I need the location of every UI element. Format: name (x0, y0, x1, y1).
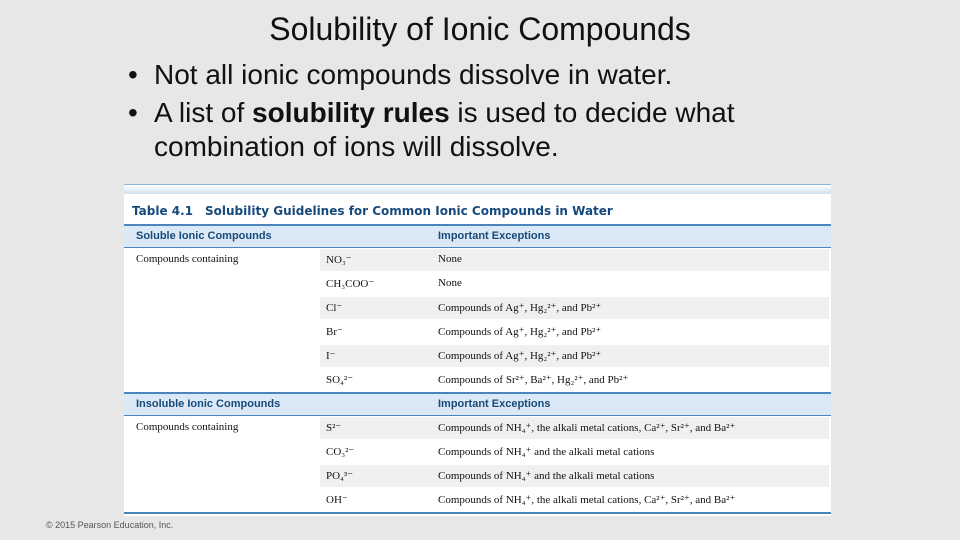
table-bottom-rule (124, 512, 831, 514)
slide-title: Solubility of Ionic Compounds (269, 11, 691, 47)
table-row (124, 488, 831, 512)
row-shading (320, 273, 829, 295)
table-row (124, 248, 831, 272)
ion-cell: S²⁻ (326, 422, 342, 434)
bullet-list (128, 58, 848, 164)
table-row (124, 296, 831, 320)
bullet-text-end: is used to decide what combination of ions will dissolve. (154, 97, 735, 162)
table-title: Solubility Guidelines for Common Ionic Compounds in Water (205, 204, 613, 218)
exception-cell: Compounds of NH₄⁺, the alkali metal cations, Ca²⁺, Sr²⁺, and Ba²⁺ (438, 422, 736, 434)
bullet-text-start: A list of (154, 97, 253, 128)
bullet-item (128, 96, 848, 164)
table-row (124, 272, 831, 296)
bullet-bold-term: solubility rules (252, 97, 450, 128)
table-row (124, 344, 831, 368)
exception-cell: Compounds of Sr²⁺, Ba²⁺, Hg₂²⁺, and Pb²⁺ (438, 374, 629, 386)
ion-cell: I⁻ (326, 350, 336, 362)
table-title-bar (124, 184, 831, 194)
ion-cell: PO₄³⁻ (326, 470, 354, 482)
exception-cell: Compounds of NH₄⁺ and the alkali metal cations (438, 470, 655, 482)
table-row (124, 368, 831, 392)
ion-cell: Cl⁻ (326, 302, 343, 314)
exception-cell: Compounds of Ag⁺, Hg₂²⁺, and Pb²⁺ (438, 350, 602, 362)
row-category: Compounds containing (136, 421, 239, 433)
table-row (124, 440, 831, 464)
exception-cell: Compounds of NH₄⁺ and the alkali metal cations (438, 446, 655, 458)
ion-cell: Br⁻ (326, 326, 343, 338)
table-caption (132, 204, 613, 218)
soluble-exceptions-header: Important Exceptions (438, 230, 551, 242)
soluble-header-row (124, 224, 831, 248)
table-number: Table 4.1 (132, 204, 194, 218)
solubility-table (124, 184, 831, 516)
ion-cell: CH₃COO⁻ (326, 278, 375, 290)
bullet-text: Not all ionic compounds dissolve in water. (154, 59, 673, 90)
ion-cell: NO₃⁻ (326, 254, 352, 266)
insoluble-header-row (124, 392, 831, 416)
exception-cell: Compounds of Ag⁺, Hg₂²⁺, and Pb²⁺ (438, 302, 602, 314)
ion-cell: OH⁻ (326, 494, 348, 506)
table-row (124, 320, 831, 344)
row-category: Compounds containing (136, 253, 239, 265)
soluble-header: Soluble Ionic Compounds (136, 230, 272, 242)
ion-cell: CO₃²⁻ (326, 446, 355, 458)
exception-cell: None (438, 253, 462, 265)
table-row (124, 416, 831, 440)
table-row (124, 464, 831, 488)
insoluble-exceptions-header: Important Exceptions (438, 398, 551, 410)
exception-cell: Compounds of NH₄⁺, the alkali metal cations, Ca²⁺, Sr²⁺, and Ba²⁺ (438, 494, 736, 506)
exception-cell: Compounds of Ag⁺, Hg₂²⁺, and Pb²⁺ (438, 326, 602, 338)
copyright-notice: © 2015 Pearson Education, Inc. (46, 520, 174, 530)
exception-cell: None (438, 277, 462, 289)
bullet-item (128, 58, 848, 92)
ion-cell: SO₄²⁻ (326, 374, 354, 386)
insoluble-header: Insoluble Ionic Compounds (136, 398, 281, 410)
row-shading (320, 249, 829, 271)
